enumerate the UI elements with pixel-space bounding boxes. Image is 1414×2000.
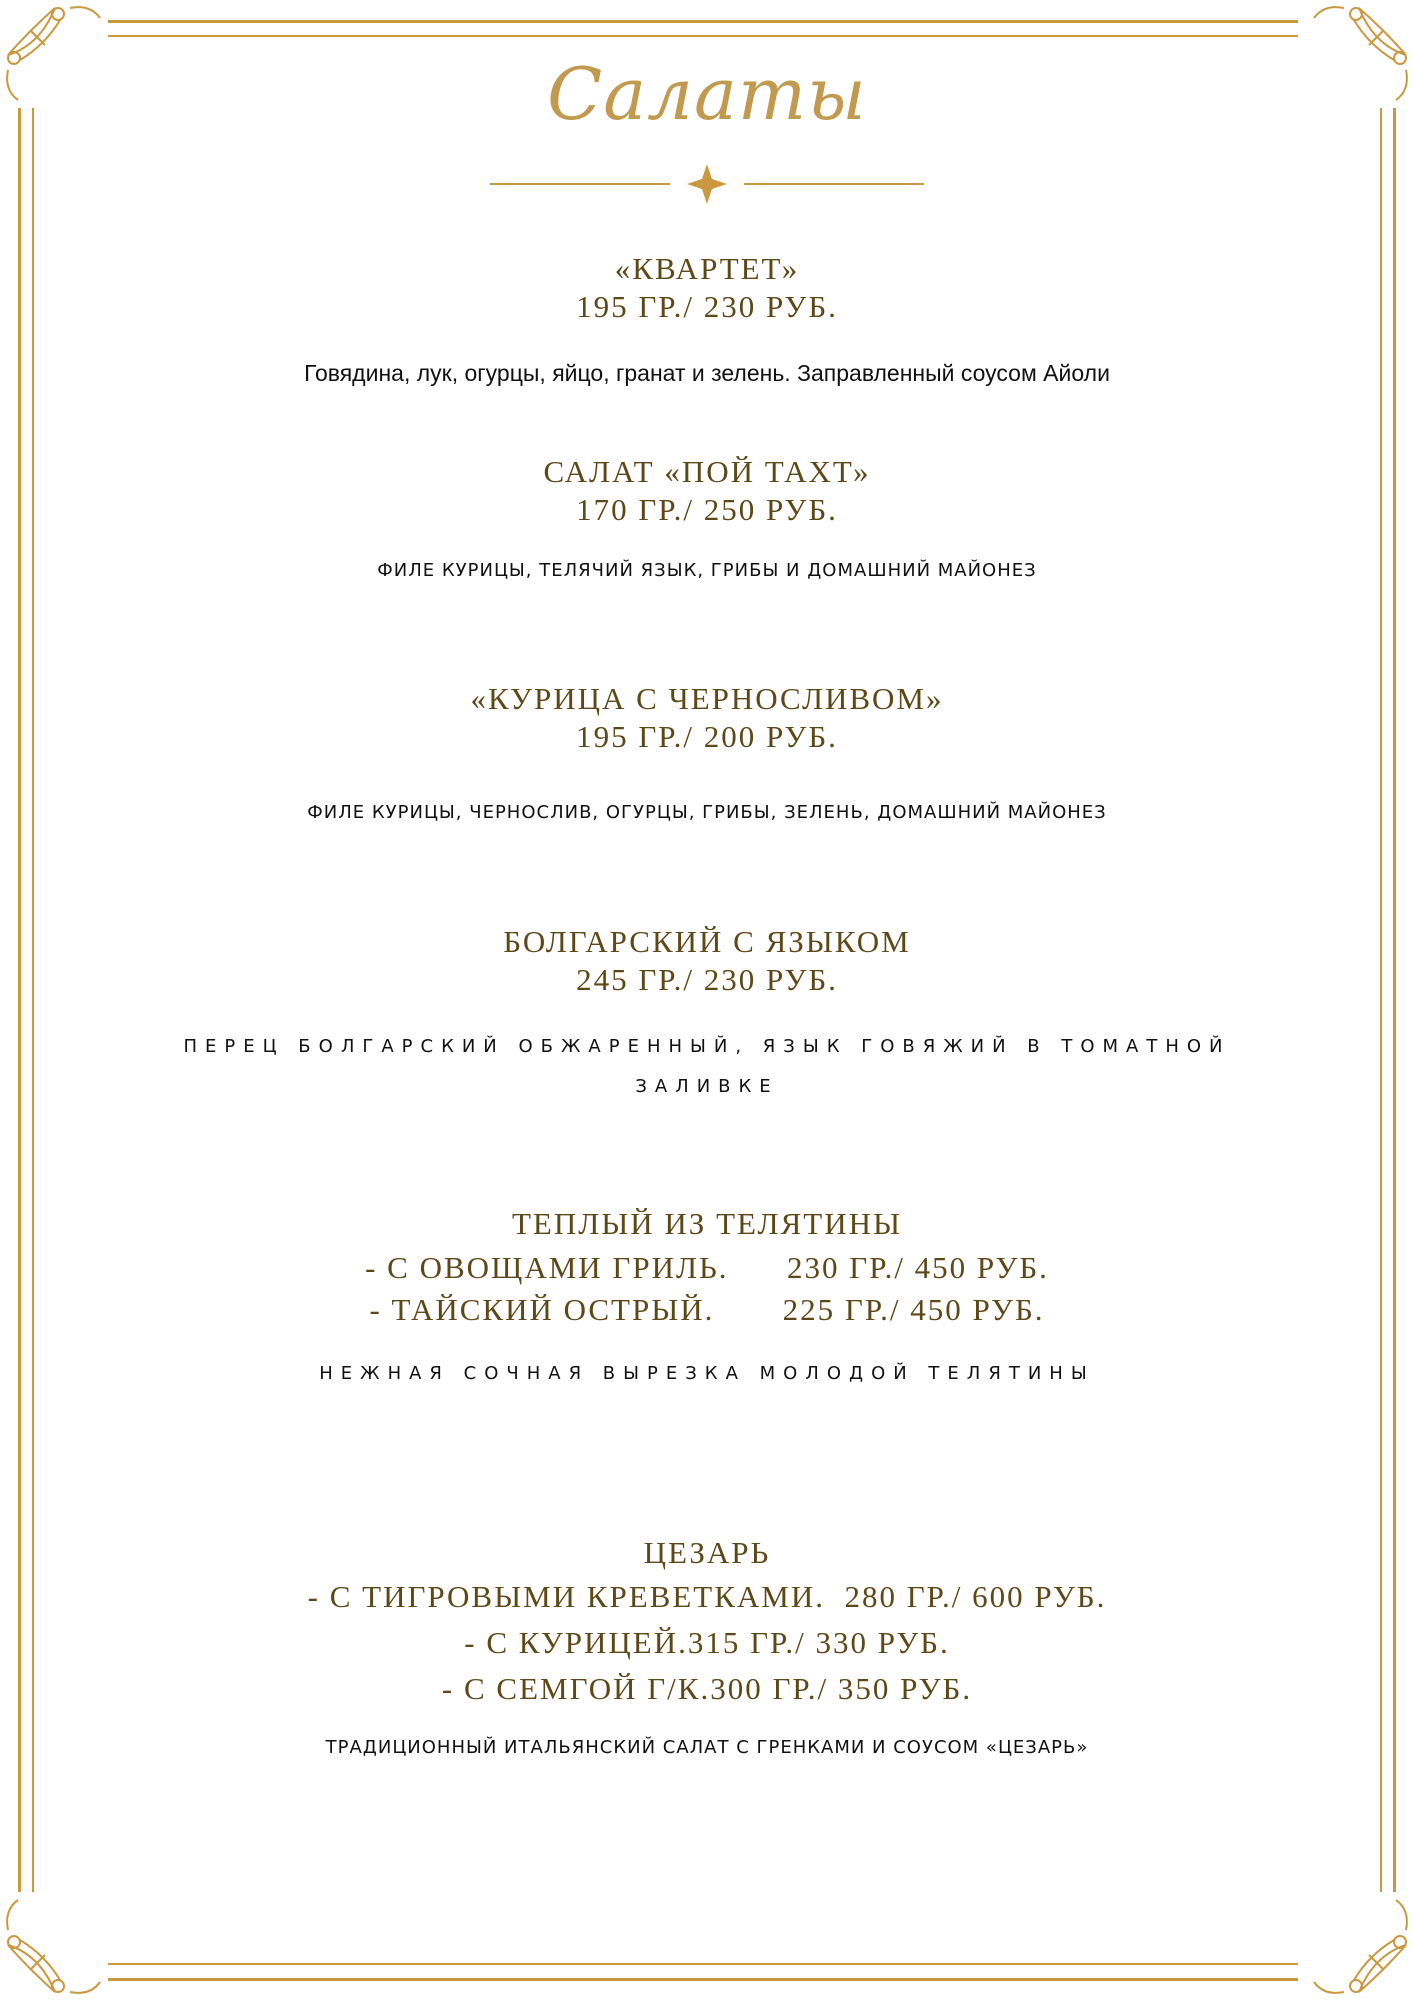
dish-bolgarskiy: [0, 923, 1414, 1107]
dish-description: ФИЛЕ КУРИЦЫ, ЧЕРНОСЛИВ, ОГУРЦЫ, ГРИБЫ, ЗЕЛЕНЬ, ДОМАШНИЙ МАЙОНЕЗ: [307, 802, 1107, 823]
menu-title: Салаты: [547, 52, 867, 136]
dish-name: «КУРИЦА С ЧЕРНОСЛИВОМ»: [470, 681, 944, 716]
dish-tepliy-iz-telyatiny: [0, 1205, 1414, 1394]
dish-kuritsa-s-chernoslivom: [0, 680, 1414, 825]
dish-name: ЦЕЗАРЬ: [643, 1535, 771, 1570]
dish-name: БОЛГАРСКИЙ С ЯЗЫКОМ: [503, 924, 911, 959]
dish-tsezar: [0, 1534, 1414, 1760]
frame-top-line: [108, 20, 1298, 23]
corner-ornament-bottom-left-icon: [0, 1890, 110, 2000]
dish-description: Говядина, лук, огурцы, яйцо, гранат и зелень. Заправленный соусом Айоли: [304, 360, 1110, 386]
star-divider-icon: [480, 160, 934, 210]
frame-top-line-inner: [108, 35, 1298, 37]
dish-name: ТЕПЛЫЙ ИЗ ТЕЛЯТИНЫ: [511, 1206, 903, 1241]
dish-description: ПЕРЕЦ БОЛГАРСКИЙ ОБЖАРЕННЫЙ, ЯЗЫК ГОВЯЖИЙ В ТОМАТНОЙ ЗАЛИВКЕ: [183, 1036, 1231, 1097]
dish-price-line: 245 ГР./ 230 РУБ.: [576, 962, 838, 997]
dish-name: «КВАРТЕТ»: [614, 251, 800, 286]
dish-variant-line: - С КУРИЦЕЙ.315 ГР./ 330 РУБ.: [464, 1625, 950, 1660]
dish-name: САЛАТ «ПОЙ ТАХТ»: [543, 454, 871, 489]
dish-description: ФИЛЕ КУРИЦЫ, ТЕЛЯЧИЙ ЯЗЫК, ГРИБЫ И ДОМАШНИЙ МАЙОНЕЗ: [377, 560, 1037, 581]
dish-variant-line: - С ТИГРОВЫМИ КРЕВЕТКАМИ. 280 ГР./ 600 РУБ.: [307, 1579, 1107, 1614]
dish-poy-takht: [0, 453, 1414, 583]
dish-price-line: 195 ГР./ 230 РУБ.: [576, 289, 838, 324]
frame-bottom-line-inner: [108, 1963, 1298, 1965]
dish-variant-line: - С ОВОЩАМИ ГРИЛЬ. 230 ГР./ 450 РУБ.: [365, 1250, 1049, 1285]
dish-price-line: 195 ГР./ 200 РУБ.: [576, 719, 838, 754]
dish-kvartet: [0, 250, 1414, 387]
corner-ornament-bottom-right-icon: [1304, 1890, 1414, 2000]
dish-description: НЕЖНАЯ СОЧНАЯ ВЫРЕЗКА МОЛОДОЙ ТЕЛЯТИНЫ: [319, 1363, 1095, 1384]
dish-variant-line: - ТАЙСКИЙ ОСТРЫЙ. 225 ГР./ 450 РУБ.: [369, 1292, 1045, 1327]
dish-variant-line: - С СЕМГОЙ Г/К.300 ГР./ 350 РУБ.: [441, 1671, 973, 1706]
dish-price-line: 170 ГР./ 250 РУБ.: [576, 492, 838, 527]
dish-description: ТРАДИЦИОННЫЙ ИТАЛЬЯНСКИЙ САЛАТ С ГРЕНКАМИ И СОУСОМ «ЦЕЗАРЬ»: [325, 1737, 1089, 1758]
frame-bottom-line: [108, 1978, 1298, 1981]
